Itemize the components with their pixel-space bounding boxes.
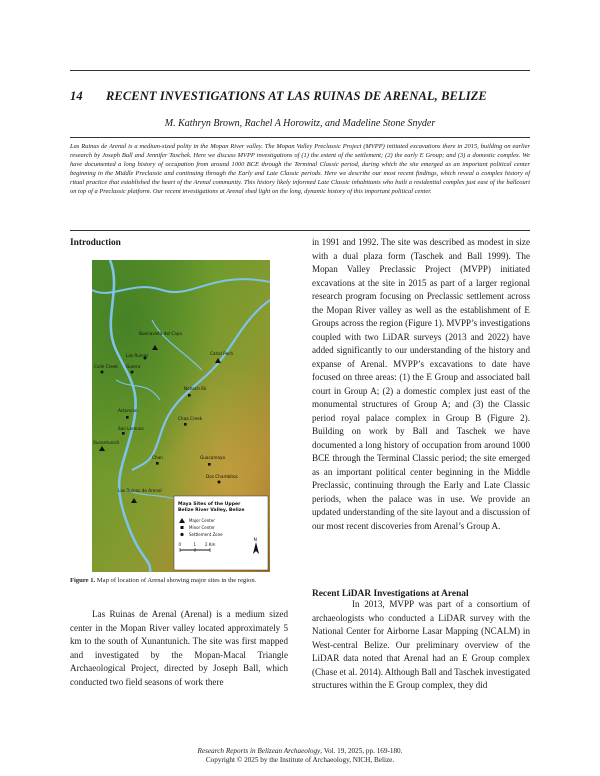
figure-1-map	[92, 260, 270, 572]
site-label-las-ruinas: Las Ruinas	[126, 353, 149, 358]
site-label-buenavista: Buenavista del Cayo	[139, 331, 182, 336]
site-label-guerra: Guerra	[126, 364, 141, 369]
legend-minor-symbol	[181, 526, 184, 529]
site-label-cahal-pech: Cahal Pech	[210, 351, 234, 356]
site-marker-calle-creek	[101, 371, 104, 374]
left-column	[70, 238, 288, 248]
site-label-nohoch-ek: Nohoch Ek	[184, 386, 207, 391]
intro-heading: Introduction	[70, 238, 121, 248]
chapter-number: 14	[70, 89, 83, 103]
body-paragraph-right-2: In 2013, MVPP was part of a consortium of archaeologists who conducted a LiDAR survey with the National Center for Airborne Lasar Mapping (NCALM) in West-central Belize. Our preliminary overview of the LiDAR data noted that Arenal had an E Group complex (Chase et al. 2014). Although Ball and Taschek investigated structures within the E Group complex, they did	[312, 599, 530, 690]
body-paragraph-right-1: in 1991 and 1992. The site was described as modest in size with a dual plaza form (Taschek and Ball 1999). The Mopan Valley Preclassic Project (MVPP) initiated excavations at the site in 2015 as part of a larger regional research program focusing on Preclassic settlement across the Mopan River valley as well as the establishment of E Groups across the region (Figure 1). MVPP’s investigations coupled with two LiDAR surveys (2013 and 2022) have added significantly to our understanding of the history and expanse of Arenal. MVPP’s excavations to date have focused on three areas: (1) the E Group and associated ball court in Group A; (2) a domestic complex just east of the monumental structures of Group A; and (3) the Classic period royal palace complex in Group B (Figure 2). Building on work by Ball and Taschek we have documented a long history of occupation from around 1000 BCE through the Terminal Classic period; the site emerged as an important political center beginning in the Middle Preclassic, continuing through the Early and Late Classic periods, when the palace was in use. We provide an updated understanding of the site layout and a discussion of our most recent discoveries from Arenal’s Group A.	[312, 237, 530, 531]
site-label-chaa-creek: Chaa Creek	[178, 416, 203, 421]
site-marker-dos-chambitos	[218, 481, 221, 484]
legend-zone-label: Settlement Zone	[189, 532, 223, 537]
figure-label: Figure 1.	[70, 577, 96, 584]
page-footer	[70, 747, 530, 765]
chapter-title: RECENT INVESTIGATIONS AT LAS RUINAS DE ARENAL, BELIZE	[106, 89, 487, 103]
footer-copyright: Copyright © 2025 by the Institute of Archaeology, NICH, Belize.	[205, 756, 395, 764]
body-paragraph-left: Las Ruinas de Arenal (Arenal) is a medium sized center in the Mopan River valley located approximately 5 km to the south of Xunantunich. The site was first mapped and investigated by the Mopan-Macal Triangle Archaeological Project, directed by Joseph Ball, which conducted two field seasons of work there	[70, 609, 288, 687]
abstract-rule-top	[70, 137, 530, 138]
site-label-calle-creek: Calle Creek	[94, 364, 118, 369]
site-label-guacamayo: Guacamayo	[200, 455, 226, 460]
site-marker-guacamayo	[208, 463, 211, 466]
site-marker-guerra	[131, 371, 134, 374]
legend-zone-symbol	[180, 533, 183, 536]
legend-title-1: Maya Sites of the Upper	[178, 502, 241, 507]
abstract-rule-bottom	[70, 230, 530, 231]
map-legend	[174, 496, 268, 570]
site-label-san-lorenzo: San Lorenzo	[118, 426, 144, 431]
site-label-xunantunich: Xunantunich	[93, 440, 120, 445]
legend-minor-label: Minor Center	[189, 525, 215, 530]
site-label-dos-chambitos: Dos Chambitos	[206, 474, 238, 479]
figure-caption-text: Map of location of Arenal showing major sites in the region.	[95, 577, 257, 584]
site-label-chan: Chan	[152, 455, 163, 460]
site-label-actuncan: Actuncan	[118, 408, 138, 413]
site-marker-chaa-creek	[184, 423, 187, 426]
footer-volume: , Vol. 19, 2025, pp. 169-180.	[320, 747, 403, 755]
site-marker-nohoch-ek	[188, 394, 191, 397]
north-label: N	[253, 538, 257, 543]
chapter-title-row	[70, 89, 540, 104]
top-rule	[70, 70, 530, 71]
lidar-heading: Recent LiDAR Investigations at Arenal	[312, 589, 469, 599]
legend-major-label: Major Center	[189, 518, 215, 523]
legend-title-2: Belize River Valley, Belize	[178, 508, 245, 513]
site-label-arenal: Las Ruinas de Arenal	[118, 488, 162, 493]
scale-label-2: 2 Km	[205, 542, 216, 547]
figure-caption	[70, 576, 288, 585]
authors: M. Kathryn Brown, Rachel A Horowitz, and Madeline Stone Snyder	[164, 118, 436, 129]
site-marker-san-lorenzo	[122, 432, 125, 435]
scale-label-0: 0	[178, 542, 182, 547]
footer-citation	[70, 747, 530, 756]
abstract: Las Ruinas de Arenal is a medium-sized polity in the Mopan River valley. The Mopan Valley Preclassic Project (MVPP) initiated excavations there in 2015, building on earlier research by Joseph Ball and Jennifer Taschek. Here we discuss MVPP investigations of (1) the extent of the settlement; (2) the early E Group; and (3) a domestic complex. We have documented a long history of occupation from around 1000 BCE through the Terminal Classic period, during which the site emerged as an important political center beginning in the Middle Preclassic and continuing through the Early and Late Classic periods. Here we describe our most recent findings, which reveal a complex history of ritual practice that established the heart of the Arenal community. This history likely informed Late Classic inhabitants who built a residential complex just east of the ballcourt on top of a Preclassic platform. Our recent investigations at Arenal shed light on the long, dynamic history of this important political center.	[70, 143, 530, 195]
site-marker-chan	[156, 462, 159, 465]
scale-label-1: 1	[193, 542, 197, 547]
site-marker-actuncan	[126, 416, 129, 419]
footer-journal: Research Reports in Belizean Archaeology	[197, 747, 321, 755]
